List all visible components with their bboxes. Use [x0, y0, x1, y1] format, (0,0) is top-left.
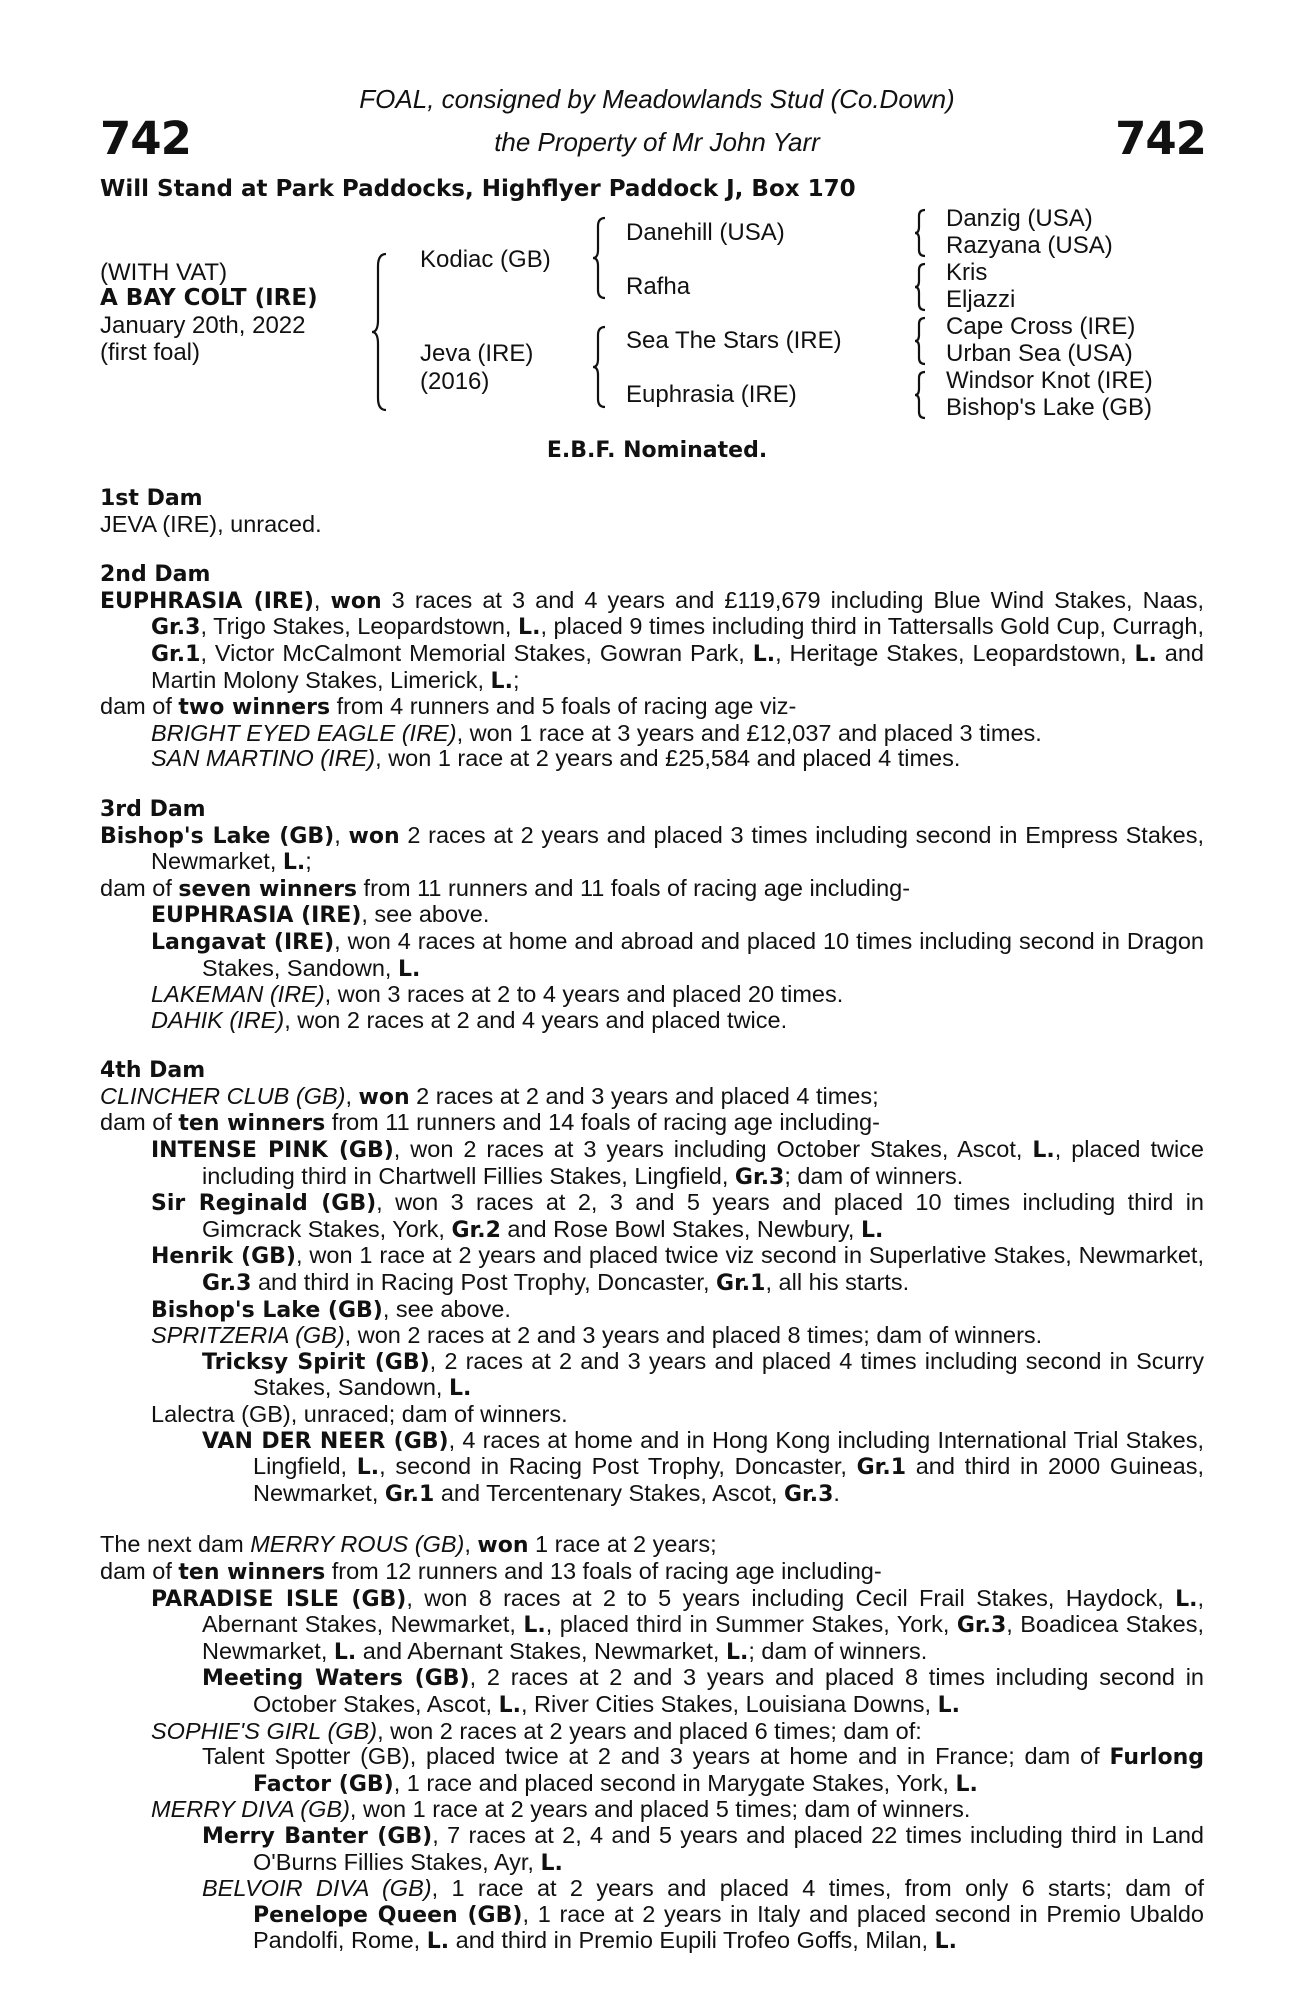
pedigree-brace-g3-1	[913, 208, 929, 258]
pedigree-g3-7: Windsor Knot (IRE)	[946, 367, 1153, 394]
fourth-dam-runner-6a: VAN DER NEER (GB), 4 races at home and in Hong Kong including International Trial Stakes, Lingfield, L., second in Racing Post Trophy, Doncaster, Gr.1 and third in 2000 Guineas, Newmarket, Gr.1 and Tercentenary Stakes, Ascot, Gr.3.	[202, 1426, 1204, 1507]
second-dam-runner-2: SAN MARTINO (IRE), won 1 race at 2 years and £25,584 and placed 4 times.	[151, 745, 961, 772]
pedigree-brace-main	[370, 252, 390, 412]
fourth-dam-runner-3: Henrik (GB), won 1 race at 2 years and placed twice viz second in Superlative Stakes, Newmarket, Gr.3 and third in Racing Post Trophy, Doncaster, Gr.1, all his starts.	[151, 1242, 1204, 1297]
second-dam-produce: dam of two winners from 4 runners and 5 foals of racing age viz-	[100, 693, 797, 721]
vat-note: (WITH VAT)	[100, 259, 228, 286]
fourth-dam-produce: dam of ten winners from 11 runners and 14 foals of racing age including-	[100, 1109, 880, 1137]
next-dam-entry: The next dam MERRY ROUS (GB), won 1 race at 2 years;	[100, 1531, 717, 1559]
pedigree-g2-2: Rafha	[626, 273, 691, 300]
pedigree-g2-4: Euphrasia (IRE)	[626, 381, 797, 408]
third-dam-runner-1: EUPHRASIA (IRE), see above.	[151, 901, 490, 929]
fourth-dam-runner-6: Lalectra (GB), unraced; dam of winners.	[151, 1401, 568, 1427]
stand-location: Will Stand at Park Paddocks, Highflyer Paddock J, Box 170	[100, 176, 856, 202]
pedigree-dam-year: (2016)	[420, 368, 490, 395]
next-dam-runner-3a: Merry Banter (GB), 7 races at 2, 4 and 5 years and placed 22 times including third in Land O'Burns Fillies Stakes, Ayr, L.	[202, 1821, 1205, 1876]
pedigree-g2-1: Danehill (USA)	[626, 219, 785, 246]
fourth-dam-runner-2: Sir Reginald (GB), won 3 races at 2, 3 and 5 years and placed 10 times including third in Gimcrack Stakes, York, Gr.2 and Rose Bowl Stakes, Newbury, L.	[151, 1189, 1204, 1243]
next-dam-runner-3b: BELVOIR DIVA (GB), 1 race at 2 years and placed 4 times, from only 6 starts; dam of Penelope Queen (GB), 1 race at 2 years in Italy and placed second in Premio Ubaldo Pandolfi, Rome, L. and third in Premio Eupili Trofeo Goffs, Milan, L.	[202, 1875, 1205, 1955]
third-dam-runner-3: LAKEMAN (IRE), won 3 races at 2 to 4 years and placed 20 times.	[151, 981, 844, 1008]
fourth-dam-runner-5: SPRITZERIA (GB), won 2 races at 2 and 3 years and placed 8 times; dam of winners.	[151, 1322, 1043, 1349]
fourth-dam-runner-4: Bishop's Lake (GB), see above.	[151, 1295, 511, 1323]
first-dam-text: JEVA (IRE), unraced.	[100, 510, 322, 537]
lot-number-left: 742	[100, 112, 191, 165]
pedigree-sire: Kodiac (GB)	[420, 246, 551, 273]
subject-dob: January 20th, 2022	[100, 312, 306, 339]
subject-name: A BAY COLT (IRE)	[100, 285, 318, 311]
pedigree-g2-3: Sea The Stars (IRE)	[626, 327, 842, 354]
fourth-dam-entry: CLINCHER CLUB (GB), won 2 races at 2 and 3 years and placed 4 times;	[100, 1082, 879, 1110]
pedigree-brace-g3-2	[913, 262, 929, 312]
third-dam-produce: dam of seven winners from 11 runners and 11 foals of racing age including-	[100, 874, 911, 902]
ebf-nominated: E.B.F. Nominated.	[546, 438, 768, 463]
dam-line-content	[100, 486, 1204, 1955]
pedigree-brace-sire	[591, 216, 609, 300]
fourth-dam-runner-1: INTENSE PINK (GB), won 2 races at 3 years including October Stakes, Ascot, L., placed twice including third in Chartwell Fillies Stakes, Lingfield, Gr.3; dam of winners.	[151, 1136, 1204, 1190]
next-dam-runner-2a: Talent Spotter (GB), placed twice at 2 and 3 years at home and in France; dam of Furlong Factor (GB), 1 race and placed second in Marygate Stakes, York, L.	[202, 1743, 1204, 1797]
pedigree-g3-1: Danzig (USA)	[946, 205, 1093, 232]
second-dam-heading: 2nd Dam	[100, 562, 211, 588]
pedigree-brace-g3-4	[913, 370, 929, 420]
fourth-dam-runner-5a: Tricksy Spirit (GB), 2 races at 2 and 3 years and placed 4 times including second in Scurry Stakes, Sandown, L.	[202, 1347, 1204, 1402]
first-dam-heading: 1st Dam	[100, 486, 203, 511]
fourth-dam-heading: 4th Dam	[100, 1058, 206, 1084]
second-dam-entry: EUPHRASIA (IRE), won 3 races at 3 and 4 years and £119,679 including Blue Wind Stakes, Naas, Gr.3, Trigo Stakes, Leopardstown, L., placed 9 times including third in Tattersalls Gold Cup, Curragh, Gr.1, Victor McCalmont Memorial Stakes, Gowran Park, L., Heritage Stakes, Leopardstown, L. and Martin Molony Stakes, Limerick, L.;	[100, 586, 1205, 694]
property-line: the Property of Mr John Yarr	[494, 127, 820, 157]
pedigree-g3-5: Cape Cross (IRE)	[946, 313, 1136, 340]
pedigree-brace-g3-3	[913, 316, 929, 366]
pedigree-g3-4: Eljazzi	[946, 286, 1016, 313]
pedigree-dam: Jeva (IRE)	[420, 340, 534, 367]
lot-number-right: 742	[1115, 112, 1206, 165]
next-dam-runner-1a: Meeting Waters (GB), 2 races at 2 and 3 years and placed 8 times including second in October Stakes, Ascot, L., River Cities Stakes, Louisiana Downs, L.	[202, 1664, 1205, 1718]
third-dam-heading: 3rd Dam	[100, 796, 206, 822]
consignor-line: FOAL, consigned by Meadowlands Stud (Co.Down)	[359, 84, 955, 114]
third-dam-runner-4: DAHIK (IRE), won 2 races at 2 and 4 years and placed twice.	[151, 1006, 788, 1033]
pedigree-g3-6: Urban Sea (USA)	[946, 340, 1133, 367]
next-dam-runner-3: MERRY DIVA (GB), won 1 race at 2 years and placed 5 times; dam of winners.	[151, 1796, 971, 1823]
third-dam-runner-2: Langavat (IRE), won 4 races at home and abroad and placed 10 times including second in Dragon Stakes, Sandown, L.	[151, 927, 1204, 982]
second-dam-runner-1: BRIGHT EYED EAGLE (IRE), won 1 race at 3 years and £12,037 and placed 3 times.	[151, 719, 1042, 746]
next-dam-runner-2: SOPHIE'S GIRL (GB), won 2 races at 2 years and placed 6 times; dam of:	[151, 1717, 922, 1744]
next-dam-runner-1: PARADISE ISLE (GB), won 8 races at 2 to 5 years including Cecil Frail Stakes, Haydock, L., Abernant Stakes, Newmarket, L., placed third in Summer Stakes, York, Gr.3, Boadicea Stakes, Newmarket, L. and Abernant Stakes, Newmarket, L.; dam of winners.	[151, 1584, 1205, 1665]
next-dam-produce: dam of ten winners from 12 runners and 13 foals of racing age including-	[100, 1557, 882, 1585]
pedigree-g3-8: Bishop's Lake (GB)	[946, 394, 1153, 421]
subject-note: (first foal)	[100, 339, 201, 366]
pedigree-g3-3: Kris	[946, 259, 988, 286]
pedigree-g3-2: Razyana (USA)	[946, 232, 1113, 259]
third-dam-entry: Bishop's Lake (GB), won 2 races at 2 years and placed 3 times including second in Empress Stakes, Newmarket, L.;	[100, 821, 1205, 876]
pedigree-brace-dam	[591, 325, 609, 409]
